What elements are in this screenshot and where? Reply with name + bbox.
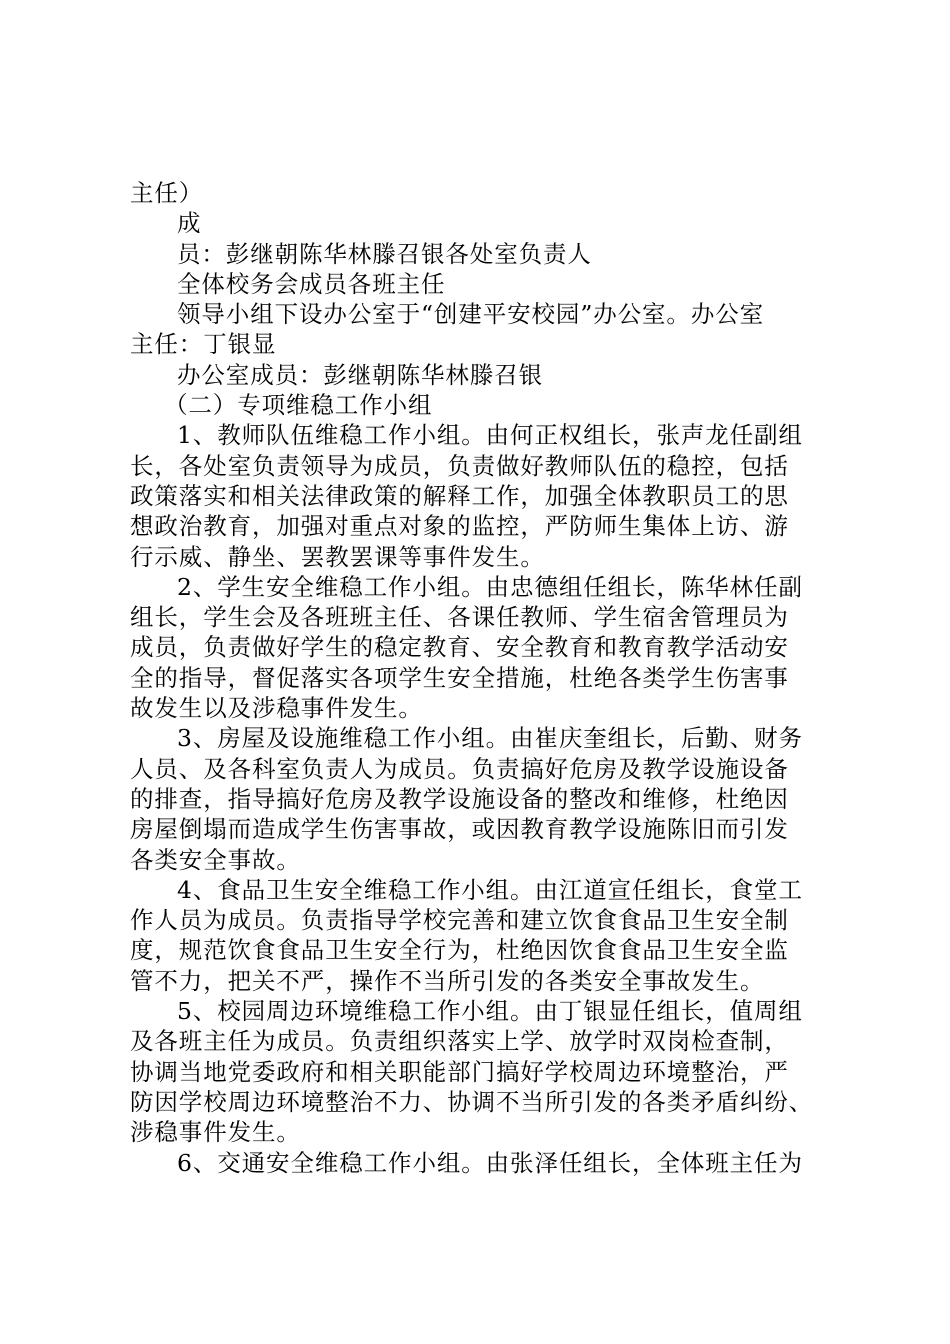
text-line: 员：彭继朝陈华林滕召银各处室负责人 (177, 239, 592, 268)
text-line: 政策落实和相关法律政策的解释工作，加强全体教职员工的思 (130, 481, 789, 510)
text-line: 组长，学生会及各班班主任、各课任教师、学生宿舍管理员为 (130, 603, 789, 632)
text-line: 全体校务会成员各班主任 (177, 269, 446, 298)
text-line: 房屋倒塌而造成学生伤害事故，或因教育教学设施陈旧而引发 (130, 815, 789, 844)
text-line: 的排查，指导搞好危房及教学设施设备的整改和维修，杜绝因 (130, 784, 789, 813)
text-line: 1、教师队伍维稳工作小组。由何正权组长，张声龙任副组 (177, 421, 803, 450)
document-page (130, 178, 830, 1178)
text-line: 领导小组下设办公室于“创建平安校园”办公室。办公室 (177, 300, 765, 329)
text-line: 4、食品卫生安全维稳工作小组。由江道宣任组长，食堂工 (177, 875, 803, 904)
text-line: 防因学校周边环境整治不力、协调不当所引发的各类矛盾纠纷、 (130, 1087, 814, 1116)
text-line: 各类安全事故。 (130, 845, 301, 874)
text-line: 2、学生安全维稳工作小组。由忠德组任组长，陈华林任副 (177, 572, 803, 601)
text-line: （二）专项维稳工作小组 (164, 391, 433, 420)
text-line: 办公室成员：彭继朝陈华林滕召银 (177, 360, 543, 389)
text-line: 6、交通安全维稳工作小组。由张泽任组长，全体班主任为 (177, 1148, 803, 1177)
text-line: 主任） (130, 179, 204, 207)
text-line: 成 (177, 209, 202, 238)
text-line: 全的指导，督促落实各项学生安全措施，杜绝各类学生伤害事 (130, 663, 789, 692)
text-line: 及各班主任为成员。负责组织落实上学、放学时双岗检查制， (130, 1027, 789, 1056)
text-line: 协调当地党委政府和相关职能部门搞好学校周边环境整治，严 (130, 1057, 789, 1086)
text-line: 长，各处室负责领导为成员，负责做好教师队伍的稳控，包括 (130, 451, 789, 480)
text-line: 人员、及各科室负责人为成员。负责搞好危房及教学设施设备 (130, 754, 789, 783)
text-line: 3、房屋及设施维稳工作小组。由崔庆奎组长，后勤、财务 (177, 724, 803, 753)
text-line: 行示威、静坐、罢教罢课等事件发生。 (130, 542, 545, 571)
text-line: 主任：丁银显 (130, 330, 277, 359)
text-line: 想政治教育，加强对重点对象的监控，严防师生集体上访、游 (130, 512, 789, 541)
text-line: 涉稳事件发生。 (130, 1118, 301, 1147)
text-line: 管不力，把关不严，操作不当所引发的各类安全事故发生。 (130, 966, 765, 995)
text-line: 故发生以及涉稳事件发生。 (130, 694, 423, 723)
text-line: 作人员为成员。负责指导学校完善和建立饮食食品卫生安全制 (130, 906, 789, 935)
text-line: 度，规范饮食食品卫生安全行为，杜绝因饮食食品卫生安全监 (130, 936, 789, 965)
text-line: 5、校园周边环境维稳工作小组。由丁银显任组长，值周组 (177, 997, 803, 1026)
text-line: 成员，负责做好学生的稳定教育、安全教育和教育教学活动安 (130, 633, 789, 662)
